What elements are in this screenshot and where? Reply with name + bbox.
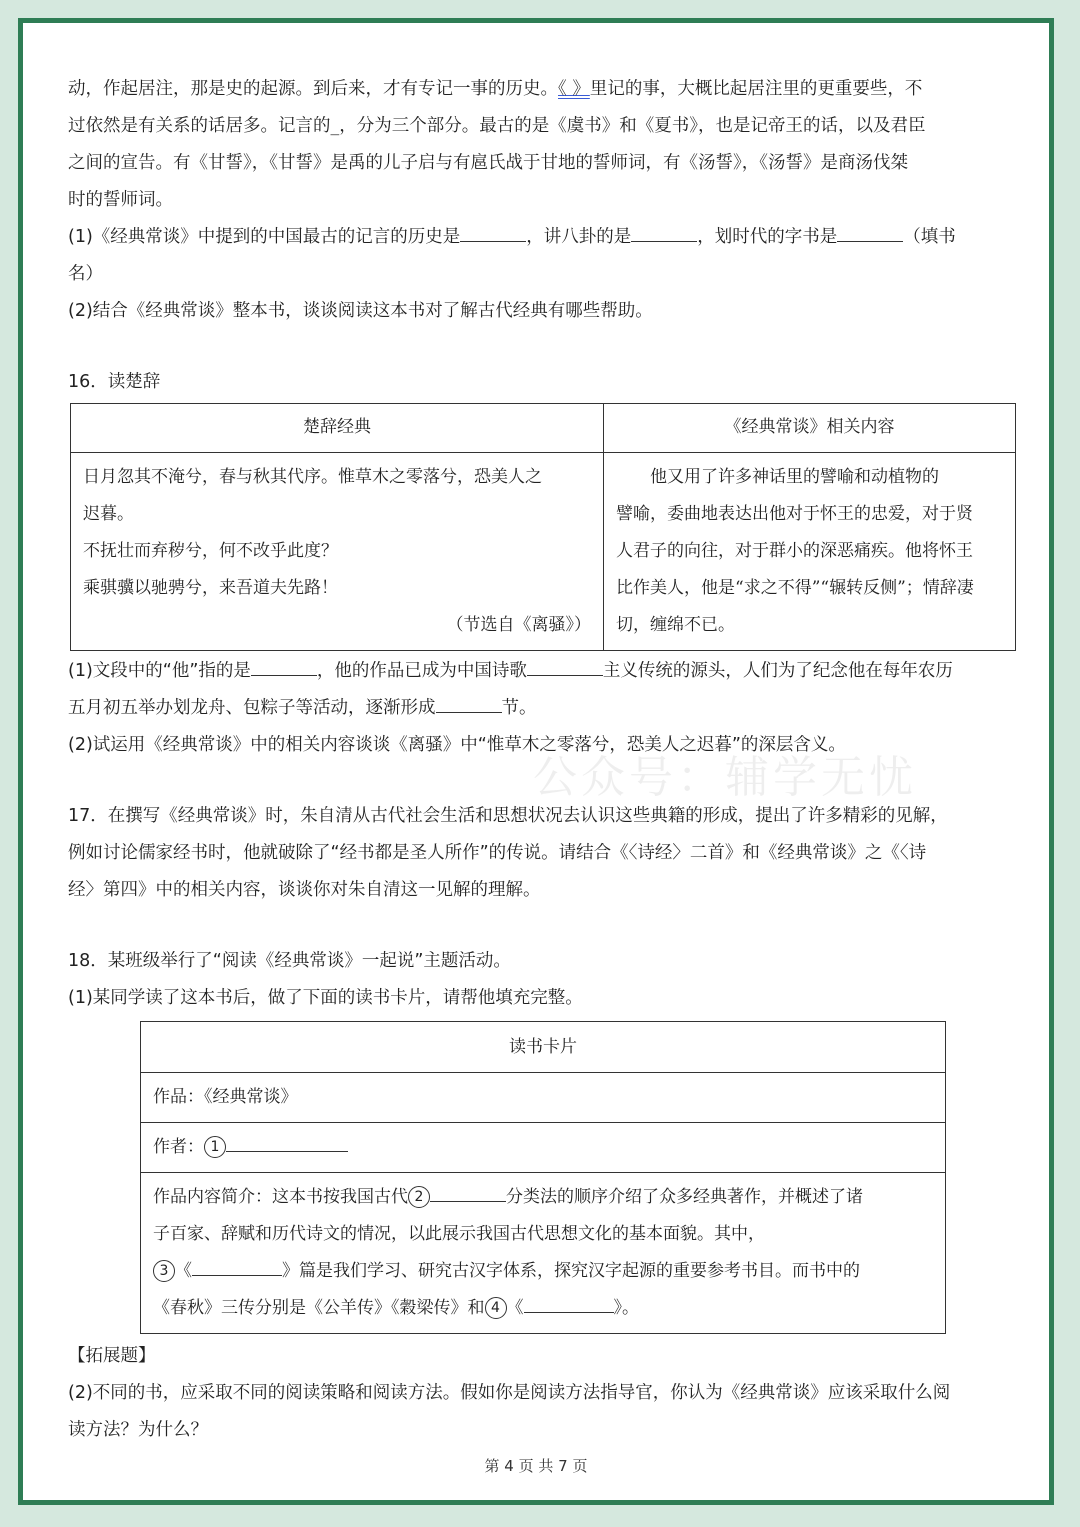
q15-sub1-cont: 名）	[68, 264, 103, 284]
q16-heading: 16．读楚辞	[68, 372, 161, 392]
table-header: 《经典常谈》相关内容	[604, 404, 1016, 453]
answer-blank[interactable]	[436, 695, 502, 714]
circled-number: 1	[204, 1136, 226, 1158]
answer-blank[interactable]	[527, 658, 603, 677]
q17-line: 例如讨论儒家经书时，他就破除了“经书都是圣人所作”的传说。请结合《〈诗经〉二首》和《经典常谈》之《〈诗	[68, 843, 927, 863]
passage-line: 过依然是有关系的话居多。记言的_，分为三个部分。最古的是《虞书》和《夏书》，也是记帝王的话，以及君臣	[68, 116, 926, 136]
answer-blank[interactable]	[631, 224, 697, 243]
answer-blank[interactable]	[460, 224, 526, 243]
reading-card	[140, 1021, 946, 1334]
card-author-row: 作者： 1	[141, 1123, 946, 1173]
passage-line: 时的誓师词。	[68, 190, 173, 210]
source-note: （节选自《离骚》）	[446, 615, 591, 635]
answer-blank[interactable]	[430, 1184, 506, 1202]
card-title: 读书卡片	[141, 1022, 946, 1073]
answer-blank[interactable]	[226, 1134, 348, 1152]
document-page	[18, 18, 1054, 1505]
answer-blank[interactable]	[192, 1258, 282, 1276]
q17-line: 经〉第四》中的相关内容，谈谈你对朱自清这一见解的理解。	[68, 880, 541, 900]
q18-heading: 18．某班级举行了“阅读《经典常谈》一起说”主题活动。	[68, 951, 511, 971]
circled-number: 4	[485, 1297, 507, 1319]
answer-blank[interactable]	[251, 658, 317, 677]
passage-line: 动，作起居注，那是史的起源。到后来，才有专记一事的历史。	[68, 79, 558, 99]
answer-blank[interactable]	[837, 224, 903, 243]
q16-sub1-cont: 五月初五举办划龙舟、包粽子等活动，逐渐形成 节。	[68, 690, 1018, 727]
q15-sub2: (2)结合《经典常谈》整本书，谈谈阅读这本书对了解古代经典有哪些帮助。	[68, 301, 653, 321]
q15-sub1: (1)《经典常谈》中提到的中国最古的记言的历史是 ，讲八卦的是 ，划时代的字书是 （填书	[68, 219, 1018, 256]
passage-line-tail: 里记的事，大概比起居注里的更重要些，不	[589, 79, 923, 99]
passage-line: 之间的宣告。有《甘誓》，《甘誓》是禹的儿子启与有扈氏战于甘地的誓师词，有《汤誓》，《汤誓》是商汤伐桀	[68, 153, 908, 173]
q17-line: 17．在撰写《经典常谈》时，朱自清从古代社会生活和思想状况去认识这些典籍的形成，提出了许多精彩的见解，	[68, 806, 948, 826]
answer-blank[interactable]	[524, 1295, 614, 1313]
passage-mark: 《 》	[558, 79, 590, 99]
extension-label: 【拓展题】	[68, 1346, 156, 1366]
q16-sub2: (2)试运用《经典常谈》中的相关内容谈谈《离骚》中“惟草木之零落兮，恐美人之迟暮”的深层含义。	[68, 735, 846, 755]
circled-number: 3	[153, 1260, 175, 1282]
page-footer: 第 4 页 共 7 页	[484, 1457, 588, 1475]
top-passage	[68, 71, 1018, 219]
q18-sub2: (2)不同的书，应采取不同的阅读策略和阅读方法。假如你是阅读方法指导官，你认为《经典常谈》应该采取什么阅	[68, 1383, 951, 1403]
watermark: 公众号：辅学无忧	[533, 752, 917, 803]
q16-sub1: (1)文段中的“他”指的是 ，他的作品已成为中国诗歌 主义传统的源头，人们为了纪念他在每年农历	[68, 653, 1018, 690]
card-work-row: 作品：《经典常谈》	[141, 1073, 946, 1123]
circled-number: 2	[408, 1186, 430, 1208]
table-header: 楚辞经典	[71, 404, 604, 453]
card-intro-row: 作品内容简介：这本书按我国古代 2 分类法的顺序介绍了众多经典著作，并概述了诸 子百家、辞赋和历代诗文的情况，以此展示我国古代思想文化的基本面貌。其中， 3 《 》篇是我们学习、研究古汉字体系，探究汉字起源的重要参考书目。而书中的 《春秋》三传分别是《公羊传》《穀梁传》和 4 《 》。	[141, 1173, 946, 1334]
chuci-cell: 日月忽其不淹兮，春与秋其代序。惟草木之零落兮，恐美人之 迟暮。 不抚壮而弃秽兮，何不改乎此度？ 乘骐骥以驰骋兮，来吾道夫先路！ （节选自《离骚》）	[71, 453, 604, 651]
q18-sub2-cont: 读方法？为什么？	[68, 1420, 208, 1440]
commentary-cell: 他又用了许多神话里的譬喻和动植物的 譬喻，委曲地表达出他对于怀王的忠爱，对于贤 人君子的向往，对于群小的深恶痛疾。他将怀王 比作美人，他是“求之不得”“辗转反侧”；情辞凄 切，缠绵不已。	[604, 453, 1016, 651]
q18-sub1: (1)某同学读了这本书后，做了下面的读书卡片，请帮他填充完整。	[68, 988, 583, 1008]
chuci-table	[70, 403, 1016, 651]
